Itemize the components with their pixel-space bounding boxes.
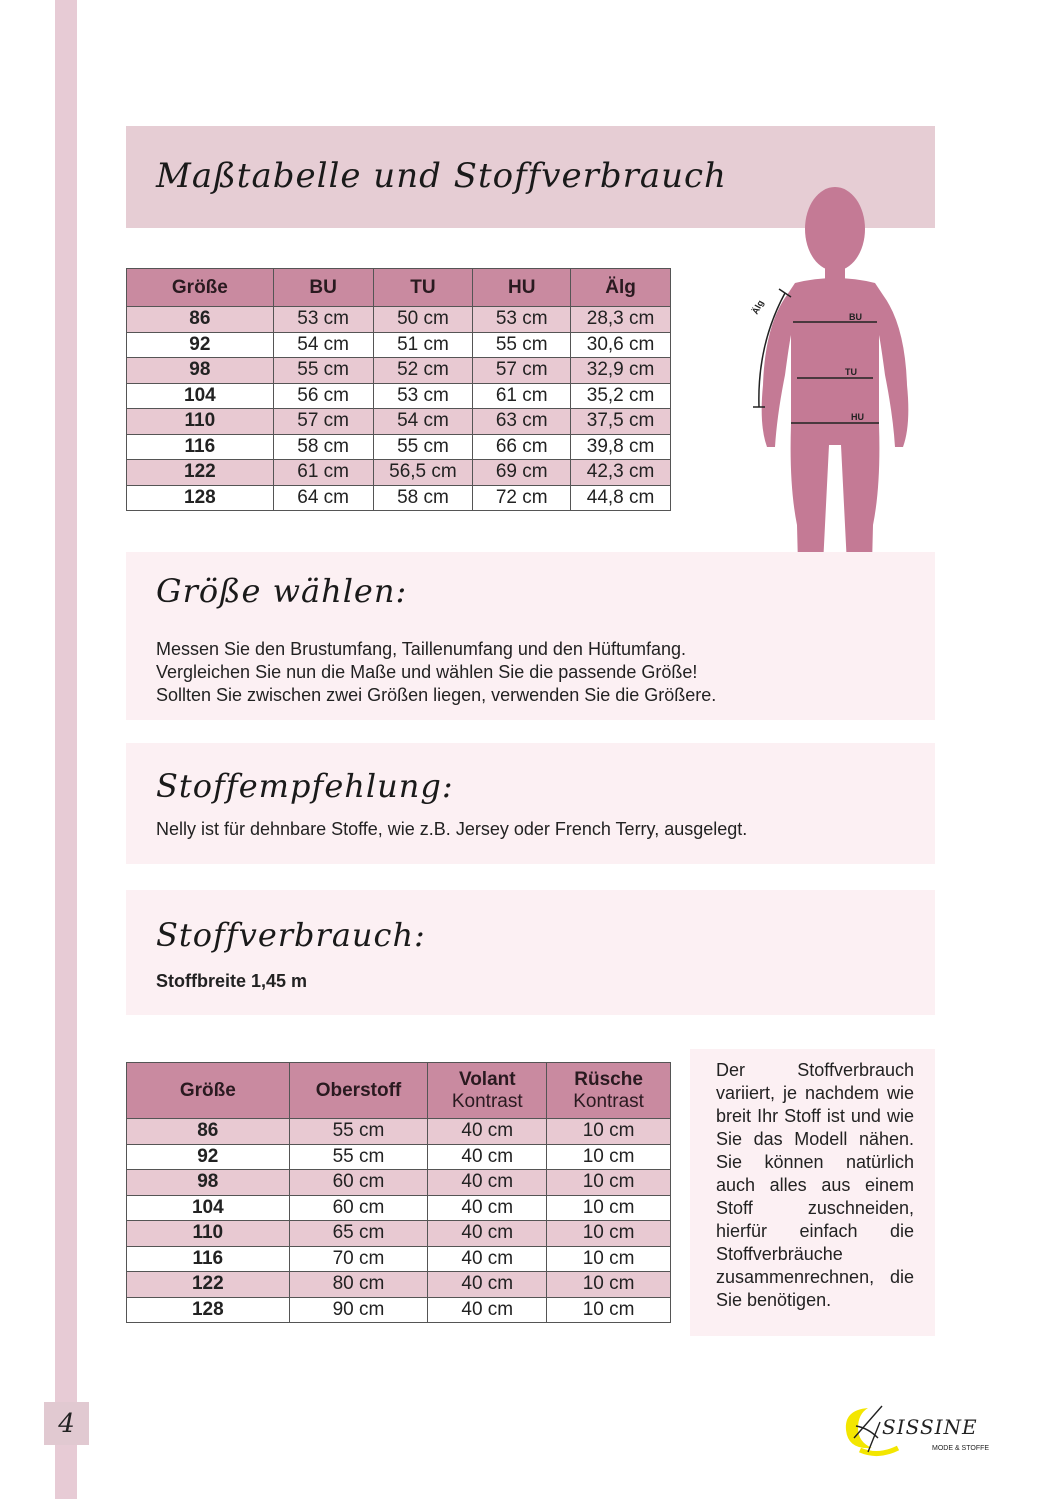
measure-cell: 50 cm bbox=[373, 307, 473, 333]
measure-cell: 69 cm bbox=[473, 460, 571, 486]
size-cell: 122 bbox=[127, 1272, 290, 1298]
usage-cell: 55 cm bbox=[289, 1144, 428, 1170]
usage-header-main: Rüsche bbox=[574, 1068, 643, 1090]
usage-row bbox=[127, 1119, 671, 1145]
measure-cell: 58 cm bbox=[273, 434, 373, 460]
usage-row bbox=[127, 1246, 671, 1272]
figure-label-alg: Älg bbox=[749, 298, 766, 316]
usage-row bbox=[127, 1272, 671, 1298]
logo-tagline: MODE & STOFFE bbox=[932, 1445, 990, 1452]
size-cell: 92 bbox=[127, 332, 274, 358]
measure-cell: 35,2 cm bbox=[571, 383, 671, 409]
usage-row bbox=[127, 1144, 671, 1170]
usage-cell: 10 cm bbox=[547, 1221, 671, 1247]
usage-cell: 60 cm bbox=[289, 1195, 428, 1221]
usage-cell: 40 cm bbox=[428, 1119, 547, 1145]
measure-cell: 30,6 cm bbox=[571, 332, 671, 358]
measure-cell: 64 cm bbox=[273, 485, 373, 511]
usage-cell: 65 cm bbox=[289, 1221, 428, 1247]
side-stripe bbox=[55, 0, 77, 1499]
size-cell: 128 bbox=[127, 485, 274, 511]
size-cell: 98 bbox=[127, 1170, 290, 1196]
usage-cell: 10 cm bbox=[547, 1170, 671, 1196]
usage-header-cell bbox=[289, 1063, 428, 1119]
measure-cell: 66 cm bbox=[473, 434, 571, 460]
measure-row bbox=[127, 332, 671, 358]
size-cell: 92 bbox=[127, 1144, 290, 1170]
size-line-3: Sollten Sie zwischen zwei Größen liegen, verwenden Sie die Größere. bbox=[156, 685, 717, 705]
usage-cell: 10 cm bbox=[547, 1195, 671, 1221]
usage-row bbox=[127, 1195, 671, 1221]
header-bu: BU bbox=[273, 269, 373, 307]
measure-cell: 57 cm bbox=[273, 409, 373, 435]
measure-cell: 56 cm bbox=[273, 383, 373, 409]
size-cell: 116 bbox=[127, 434, 274, 460]
measure-cell: 53 cm bbox=[273, 307, 373, 333]
header-size: Größe bbox=[127, 269, 274, 307]
fabric-heading: Stoffempfehlung: bbox=[156, 767, 454, 805]
page-number-box bbox=[44, 1402, 89, 1445]
fabric-panel bbox=[126, 743, 935, 864]
measure-cell: 56,5 cm bbox=[373, 460, 473, 486]
usage-header-row bbox=[127, 1063, 671, 1119]
usage-header-cell bbox=[428, 1063, 547, 1119]
measure-cell: 55 cm bbox=[273, 358, 373, 384]
usage-cell: 55 cm bbox=[289, 1119, 428, 1145]
usage-cell: 10 cm bbox=[547, 1119, 671, 1145]
usage-header-main: Größe bbox=[179, 1079, 236, 1101]
size-cell: 116 bbox=[127, 1246, 290, 1272]
measure-cell: 58 cm bbox=[373, 485, 473, 511]
fabric-text: Nelly ist für dehnbare Stoffe, wie z.B. Jersey oder French Terry, ausgelegt. bbox=[156, 819, 748, 839]
measure-cell: 28,3 cm bbox=[571, 307, 671, 333]
usage-cell: 60 cm bbox=[289, 1170, 428, 1196]
size-cell: 128 bbox=[127, 1297, 290, 1323]
header-tu: TU bbox=[373, 269, 473, 307]
usage-cell: 70 cm bbox=[289, 1246, 428, 1272]
page-number: 4 bbox=[58, 1408, 75, 1439]
usage-cell: 40 cm bbox=[428, 1144, 547, 1170]
usage-cell: 90 cm bbox=[289, 1297, 428, 1323]
usage-header-sub: Kontrast bbox=[451, 1090, 523, 1112]
usage-heading: Stoffverbrauch: bbox=[156, 916, 426, 954]
usage-cell: 40 cm bbox=[428, 1170, 547, 1196]
usage-row bbox=[127, 1221, 671, 1247]
measure-cell: 63 cm bbox=[473, 409, 571, 435]
usage-note-box bbox=[690, 1049, 935, 1336]
size-cell: 110 bbox=[127, 409, 274, 435]
measure-cell: 72 cm bbox=[473, 485, 571, 511]
usage-row bbox=[127, 1297, 671, 1323]
size-cell: 122 bbox=[127, 460, 274, 486]
size-heading: Größe wählen: bbox=[156, 572, 408, 610]
size-line-2: Vergleichen Sie nun die Maße und wählen Sie die passende Größe! bbox=[156, 662, 698, 682]
measure-row bbox=[127, 434, 671, 460]
size-cell: 110 bbox=[127, 1221, 290, 1247]
measure-header-row bbox=[127, 269, 671, 307]
usage-row bbox=[127, 1170, 671, 1196]
measure-cell: 61 cm bbox=[473, 383, 571, 409]
usage-cell: 40 cm bbox=[428, 1297, 547, 1323]
measure-cell: 44,8 cm bbox=[571, 485, 671, 511]
size-instructions bbox=[156, 638, 716, 707]
figure-label-bu: BU bbox=[849, 312, 862, 322]
measure-cell: 53 cm bbox=[373, 383, 473, 409]
usage-panel bbox=[126, 890, 935, 1015]
measure-cell: 42,3 cm bbox=[571, 460, 671, 486]
usage-cell: 10 cm bbox=[547, 1246, 671, 1272]
usage-cell: 40 cm bbox=[428, 1195, 547, 1221]
size-cell: 86 bbox=[127, 307, 274, 333]
logo-name: SISSINE bbox=[882, 1415, 978, 1439]
measure-row bbox=[127, 485, 671, 511]
measure-cell: 55 cm bbox=[473, 332, 571, 358]
usage-cell: 10 cm bbox=[547, 1297, 671, 1323]
size-cell: 86 bbox=[127, 1119, 290, 1145]
measure-row bbox=[127, 460, 671, 486]
size-cell: 104 bbox=[127, 383, 274, 409]
measure-cell: 54 cm bbox=[273, 332, 373, 358]
usage-table bbox=[126, 1062, 671, 1323]
measure-row bbox=[127, 383, 671, 409]
measure-row bbox=[127, 307, 671, 333]
sissine-logo bbox=[838, 1398, 998, 1460]
measure-cell: 61 cm bbox=[273, 460, 373, 486]
measure-cell: 32,9 cm bbox=[571, 358, 671, 384]
measure-table bbox=[126, 268, 671, 511]
usage-header-sub: Kontrast bbox=[573, 1090, 644, 1112]
usage-header-cell bbox=[127, 1063, 290, 1119]
usage-cell: 80 cm bbox=[289, 1272, 428, 1298]
measure-cell: 37,5 cm bbox=[571, 409, 671, 435]
usage-header-main: Volant bbox=[458, 1068, 516, 1090]
size-line-1: Messen Sie den Brustumfang, Taillenumfang und den Hüftumfang. bbox=[156, 639, 686, 659]
usage-note: Der Stoffverbrauch variiert, je nachdem wie breit Ihr Stoff ist und wie Sie das Modell nähen. Sie können natürlich auch alles aus einem Stoff zuschneiden, hierfür einfach die Stoffverbräuche zusammenrechnen, die Sie benötigen. bbox=[716, 1060, 914, 1310]
usage-cell: 40 cm bbox=[428, 1221, 547, 1247]
measure-cell: 53 cm bbox=[473, 307, 571, 333]
usage-header-cell bbox=[547, 1063, 671, 1119]
size-cell: 104 bbox=[127, 1195, 290, 1221]
size-panel bbox=[126, 552, 935, 720]
usage-cell: 10 cm bbox=[547, 1272, 671, 1298]
measure-row bbox=[127, 409, 671, 435]
figure-label-hu: HU bbox=[851, 412, 864, 422]
usage-cell: 40 cm bbox=[428, 1272, 547, 1298]
measure-cell: 54 cm bbox=[373, 409, 473, 435]
measure-cell: 39,8 cm bbox=[571, 434, 671, 460]
measure-cell: 51 cm bbox=[373, 332, 473, 358]
fabric-width: Stoffbreite 1,45 m bbox=[156, 971, 308, 991]
figure-label-tu: TU bbox=[845, 367, 857, 377]
page-title: Maßtabelle und Stoffverbrauch bbox=[156, 156, 727, 196]
measure-cell: 57 cm bbox=[473, 358, 571, 384]
usage-header-main: Oberstoff bbox=[315, 1079, 402, 1101]
header-hu: HU bbox=[473, 269, 571, 307]
measure-cell: 52 cm bbox=[373, 358, 473, 384]
measure-cell: 55 cm bbox=[373, 434, 473, 460]
usage-cell: 40 cm bbox=[428, 1246, 547, 1272]
usage-cell: 10 cm bbox=[547, 1144, 671, 1170]
header-alg: Älg bbox=[571, 269, 671, 307]
measure-row bbox=[127, 358, 671, 384]
size-cell: 98 bbox=[127, 358, 274, 384]
